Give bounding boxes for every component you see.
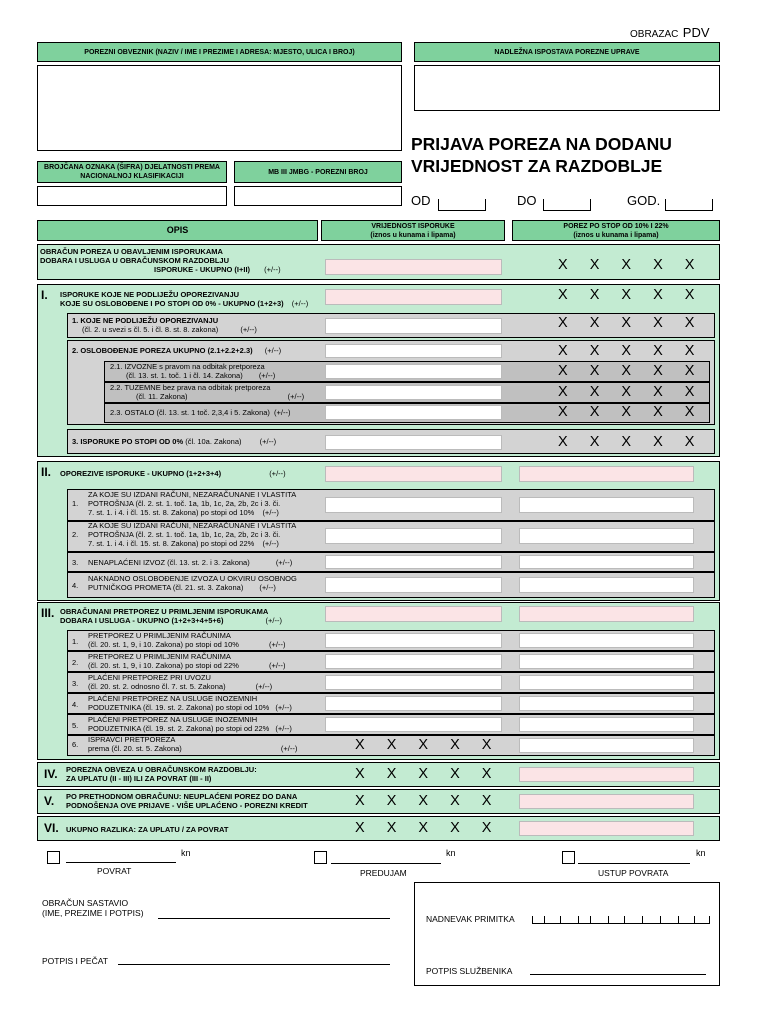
povrat-checkbox[interactable]	[47, 851, 60, 864]
row-2-2-label	[88, 521, 296, 548]
period-od-input[interactable]	[438, 199, 486, 211]
row-1-2-1-tax-xmark: X X X X X	[558, 363, 704, 379]
taxpayer-label: POREZNI OBVEZNIK (NAZIV / IME I PREZIME I ADRESA: MJESTO, ULICA I BROJ)	[37, 42, 402, 62]
row-2-2-tax-input[interactable]	[519, 528, 694, 544]
row-3-5-label	[88, 715, 292, 733]
row-3-6-l1: ISPRAVCI PRETPOREZA	[88, 735, 176, 744]
row-2-4-num: 4.	[72, 581, 79, 590]
row-1-1-value-input[interactable]	[325, 318, 502, 334]
main-total-value-input[interactable]	[325, 259, 502, 275]
section-4-l2: ZA UPLATU (II - III) ILI ZA POVRAT (III - II)	[66, 774, 212, 783]
row-3-2-tax-input[interactable]	[519, 654, 694, 669]
row-2-1-label	[88, 490, 296, 517]
row-3-5-l1: PLAĆENI PRETPOREZ NA USLUGE INOZEMNIH	[88, 715, 258, 724]
row-3-6-label	[88, 735, 297, 753]
row-1-2-1-pm: (+/--)	[258, 371, 276, 380]
row-3-4-tax-input[interactable]	[519, 696, 694, 711]
col-value	[321, 220, 505, 241]
col-value-sub: (iznos u kunama i lipama)	[370, 231, 456, 239]
row-3-4-l2: PODUZETNIKA (čl. 19. st. 2. Zakona) po stopi od 10%	[88, 703, 270, 712]
period-god-input[interactable]	[665, 199, 713, 211]
row-1-2-2-l1: 2.2. TUZEMNE bez prava na odbitak pretporeza	[110, 383, 271, 392]
row-2-3-label	[88, 558, 292, 567]
row-1-2-1-label	[110, 362, 275, 380]
row-3-5-tax-input[interactable]	[519, 717, 694, 732]
sastavio-l1: OBRAČUN SASTAVIO	[42, 898, 129, 908]
section-3-l2: DOBARA I USLUGA - UKUPNO (1+2+3+4+5+6)	[60, 616, 224, 625]
activity-code-input[interactable]	[37, 186, 227, 206]
row-1-2-2-tax-xmark: X X X X X	[558, 384, 704, 400]
row-3-2-l2: (čl. 20. st. 1, 9, i 10. Zakona) po stopi od 22%	[88, 661, 239, 670]
section-1-tax-xmark: X X X X X	[558, 287, 704, 303]
section-6-value-xmark: X X X X X	[355, 820, 501, 836]
row-1-2-2-label	[110, 383, 304, 401]
col-tax-sub: (iznos u kunama i lipama)	[573, 231, 659, 239]
predujam-amount-input[interactable]	[331, 851, 441, 864]
row-2-3-value-input[interactable]	[325, 555, 502, 569]
row-2-4-l2: PUTNIČKOG PROMETA (čl. 21. st. 3. Zakona)	[88, 583, 244, 592]
form-title-line1: PRIJAVA POREZA NA DODANU	[411, 134, 672, 154]
row-2-2-l1: ZA KOJE SU IZDANI RAČUNI, NEZARAČUNANE I VLASTITA	[88, 521, 297, 530]
row-3-4-label	[88, 694, 292, 712]
predujam-kn: kn	[446, 848, 456, 858]
section-3-l1: OBRAČUNANI PRETPOREZ U PRIMLJENIM ISPORUKAMA	[60, 607, 269, 616]
tax-office-label: NADLEŽNA ISPOSTAVA POREZNE UPRAVE	[414, 42, 720, 62]
row-3-5-num: 5.	[72, 721, 79, 730]
row-3-1-value-input[interactable]	[325, 633, 502, 648]
row-1-2-3-pm: (+/--)	[274, 408, 291, 417]
row-2-2-num: 2.	[72, 530, 79, 539]
section-2-value-input[interactable]	[325, 466, 502, 482]
row-3-5-value-input[interactable]	[325, 717, 502, 732]
row-3-3-l1: PLAĆENI PRETPOREZ PRI UVOZU	[88, 673, 211, 682]
period-do-label: DO	[517, 193, 537, 208]
row-2-1-value-input[interactable]	[325, 497, 502, 513]
form-code-value: PDV	[682, 25, 710, 40]
mb-input[interactable]	[234, 186, 402, 206]
section-5-l2: PODNOŠENJA OVE PRIJAVE - VIŠE UPLAĆENO - POREZNI KREDIT	[66, 801, 308, 810]
main-total-label	[40, 247, 320, 274]
row-3-6-pm: (+/--)	[280, 744, 298, 753]
row-1-2-label	[72, 346, 281, 355]
section-4-value-xmark: X X X X X	[355, 766, 501, 782]
predujam-checkbox[interactable]	[314, 851, 327, 864]
row-3-4-l1: PLAĆENI PRETPOREZ NA USLUGE INOZEMNIH	[88, 694, 258, 703]
row-3-3-tax-input[interactable]	[519, 675, 694, 690]
row-3-3-l2: (čl. 20. st. 2. odnosno čl. 7. st. 5. Zakona)	[88, 682, 226, 691]
section-3-value-input[interactable]	[325, 606, 502, 622]
potpis-sluzbenika-input[interactable]	[530, 963, 706, 975]
row-3-6-value-xmark: X X X X X	[355, 737, 501, 753]
section-5-label	[66, 792, 308, 810]
taxpayer-input[interactable]	[37, 65, 402, 151]
nadnevak-label: NADNEVAK PRIMITKA	[426, 914, 515, 924]
row-1-2-3-tax-xmark: X X X X X	[558, 404, 704, 420]
povrat-kn: kn	[181, 848, 191, 858]
row-2-3-tax-input[interactable]	[519, 555, 694, 569]
row-1-1-l2: (čl. 2. u svezi s čl. 5. i čl. 8. st. 8. zakona)	[82, 325, 219, 334]
ustup-checkbox[interactable]	[562, 851, 575, 864]
row-3-2-label	[88, 652, 285, 670]
section-4-tax-input[interactable]	[519, 767, 694, 782]
row-1-1-label	[72, 316, 257, 334]
section-5-number: V.	[44, 794, 55, 808]
main-l1: OBRAČUN POREZA U OBAVLJENIM ISPORUKAMA	[40, 247, 223, 256]
section-3-pm: (+/--)	[265, 616, 283, 625]
row-1-2-pm: (+/--)	[264, 346, 282, 355]
form-title	[411, 133, 731, 177]
row-3-4-value-input[interactable]	[325, 696, 502, 711]
row-3-5-pm: (+/--)	[275, 724, 292, 733]
row-1-3-l2: (čl. 10a. Zakona)	[185, 437, 242, 446]
row-2-4-pm: (+/--)	[259, 583, 276, 592]
row-1-1-l1: 1. KOJE NE PODLIJEŽU OPOREZIVANJU	[72, 316, 219, 325]
section-2-number: II.	[41, 465, 52, 479]
row-1-2-1-value-input[interactable]	[325, 364, 502, 379]
section-3-number: III.	[41, 606, 55, 620]
row-1-2-2-l2: (čl. 11. Zakona)	[136, 392, 188, 401]
row-1-2-2-pm: (+/--)	[287, 392, 305, 401]
form-code	[630, 24, 720, 40]
period-god-label: GOD.	[627, 193, 661, 208]
row-1-2-3-label	[110, 408, 291, 417]
section-3-tax-input[interactable]	[519, 606, 694, 622]
row-2-3-num: 3.	[72, 558, 79, 567]
section-1-l1: ISPORUKE KOJE NE PODLIJEŽU OPOREZIVANJU	[60, 290, 240, 299]
section-2-tax-input[interactable]	[519, 466, 694, 482]
row-3-6-tax-input[interactable]	[519, 738, 694, 753]
section-3-label	[60, 607, 282, 625]
period-od-label: OD	[411, 193, 431, 208]
ustup-label: USTUP POVRATA	[598, 868, 669, 878]
row-2-1-l3: 7. st. 1. i 4. i čl. 15. st. 8. Zakona) po stopi od 10%	[88, 508, 255, 517]
row-1-3-tax-xmark: X X X X X	[558, 434, 704, 450]
row-3-3-value-input[interactable]	[325, 675, 502, 690]
col-tax	[512, 220, 720, 241]
povrat-amount-input[interactable]	[66, 850, 176, 863]
section-1-number: I.	[41, 288, 48, 302]
mb-label: MB III JMBG - POREZNI BROJ	[234, 161, 402, 183]
section-1-value-input[interactable]	[325, 289, 502, 305]
row-3-1-pm: (+/--)	[269, 640, 286, 649]
row-1-2-3-value-input[interactable]	[325, 405, 502, 420]
sastavio-l2: (IME, PREZIME I POTPIS)	[42, 908, 144, 918]
row-2-4-l1: NAKNADNO OSLOBOĐENJE IZVOZA U OKVIRU OSOBNOG	[88, 574, 297, 583]
section-1-pm: (+/--)	[291, 299, 309, 308]
section-4-label	[66, 765, 257, 783]
row-2-4-label	[88, 574, 297, 592]
row-1-2-2-value-input[interactable]	[325, 385, 502, 400]
row-3-2-num: 2.	[72, 658, 79, 667]
row-1-2-l1: 2. OSLOBOĐENJE POREZA UKUPNO (2.1+2.2+2.3)	[72, 346, 253, 355]
row-3-1-l2: (čl. 20. st. 1, 9, i 10. Zakona) po stopi od 10%	[88, 640, 239, 649]
main-total-tax-xmark: X X X X X	[558, 257, 704, 273]
section-5-value-xmark: X X X X X	[355, 793, 501, 809]
row-1-3-l1: 3. ISPORUKE PO STOPI OD 0%	[72, 437, 184, 446]
activity-code-label: BROJČANA OZNAKA (ŠIFRA) DJELATNOSTI PREMA NACIONALNOJ KLASIFIKACIJI	[37, 161, 227, 183]
row-2-1-l1: ZA KOJE SU IZDANI RAČUNI, NEZARAČUNANE I VLASTITA	[88, 490, 297, 499]
row-1-3-label	[72, 437, 276, 446]
row-2-3-l1: NENAPLAĆENI IZVOZ (čl. 13. st. 2. i 3. Zakona)	[88, 558, 250, 567]
section-6-tax-input[interactable]	[519, 821, 694, 836]
row-3-2-value-input[interactable]	[325, 654, 502, 669]
row-1-1-tax-xmark: X X X X X	[558, 315, 704, 331]
row-3-1-label	[88, 631, 285, 649]
col-tax-title: POREZ PO STOP OD 10% I 22%	[563, 222, 669, 230]
row-2-1-tax-input[interactable]	[519, 497, 694, 513]
row-2-1-l2: POTROŠNJA (čl. 2. st. 1. toč. 1a, 1b, 1c, 2a, 2b, 2c i 3. či.	[88, 499, 281, 508]
row-2-4-tax-input[interactable]	[519, 577, 694, 593]
section-5-tax-input[interactable]	[519, 794, 694, 809]
row-1-2-3-l1: 2.3. OSTALO (čl. 13. st. 1 toč. 2,3,4 i 5. Zakona)	[110, 408, 270, 417]
row-2-2-pm: (+/--)	[262, 539, 279, 548]
section-6-label: UKUPNO RAZLIKA: ZA UPLATU / ZA POVRAT	[66, 825, 229, 834]
predujam-label: PREDUJAM	[360, 868, 407, 878]
row-2-2-value-input[interactable]	[325, 528, 502, 544]
row-2-4-value-input[interactable]	[325, 577, 502, 593]
section-2-pm: (+/--)	[269, 469, 286, 478]
section-5-l1: PO PRETHODNOM OBRAČUNU: NEUPLAĆENI POREZ DO DANA	[66, 792, 298, 801]
row-1-2-tax-xmark: X X X X X	[558, 343, 704, 359]
row-1-2-value-input[interactable]	[325, 344, 502, 358]
row-3-3-num: 3.	[72, 679, 79, 688]
povrat-label: POVRAT	[97, 866, 132, 876]
section-4-l1: POREZNA OBVEZA U OBRAČUNSKOM RAZDOBLJU:	[66, 765, 257, 774]
tax-office-input[interactable]	[414, 65, 720, 111]
ustup-amount-input[interactable]	[578, 851, 690, 864]
main-l2: DOBARA I USLUGA U OBRAČUNSKOM RAZDOBLJU	[40, 256, 230, 265]
row-3-2-l1: PRETPOREZ U PRIMLJENIM RAČUNIMA	[88, 652, 231, 661]
section-1-label	[60, 290, 308, 308]
row-3-5-l2: PODUZETNIKA (čl. 19. st. 2. Zakona) po stopi od 22%	[88, 724, 270, 733]
row-3-4-pm: (+/--)	[275, 703, 292, 712]
row-3-1-num: 1.	[72, 637, 79, 646]
section-6-number: VI.	[44, 821, 59, 835]
row-3-3-label	[88, 673, 272, 691]
section-4-number: IV.	[44, 767, 58, 781]
row-3-4-num: 4.	[72, 700, 79, 709]
row-2-3-pm: (+/--)	[275, 558, 293, 567]
form-title-line2: VRIJEDNOST ZA RAZDOBLJE	[411, 156, 663, 176]
row-3-2-pm: (+/--)	[269, 661, 286, 670]
row-1-3-pm: (+/--)	[259, 437, 277, 446]
row-3-6-l2: prema (čl. 20. st. 5. Zakona)	[88, 744, 182, 753]
row-3-3-pm: (+/--)	[255, 682, 273, 691]
potpis-pecat-input[interactable]	[118, 952, 390, 965]
potpis-pecat-label: POTPIS I PEČAT	[42, 956, 108, 966]
ustup-kn: kn	[696, 848, 706, 858]
row-1-2-1-l1: 2.1. IZVOZNE s pravom na odbitak pretporeza	[110, 362, 265, 371]
potpis-sluzbenika-label: POTPIS SLUŽBENIKA	[426, 966, 513, 976]
section-2-label	[60, 469, 286, 478]
form-code-label: OBRAZAC	[630, 29, 679, 40]
row-1-2-1-l2: (čl. 13. st. 1. toč. 1 i čl. 14. Zakona)	[126, 371, 243, 380]
period-do-input[interactable]	[543, 199, 591, 211]
row-3-1-tax-input[interactable]	[519, 633, 694, 648]
section-1-l2: KOJE SU OSLOBOĐENE I PO STOPI OD 0% - UKUPNO (1+2+3)	[60, 299, 284, 308]
row-2-2-l2: POTROŠNJA (čl. 2. st. 1. toč. 1a, 1b, 1c, 2a, 2b, 2c i 3. či.	[88, 530, 281, 539]
row-3-1-l1: PRETPOREZ U PRIMLJENIM RAČUNIMA	[88, 631, 231, 640]
row-1-3-value-input[interactable]	[325, 435, 502, 450]
col-opis: OPIS	[37, 220, 318, 241]
sastavio-label	[42, 898, 144, 918]
row-2-1-num: 1.	[72, 499, 79, 508]
main-l3: ISPORUKE - UKUPNO (I+II)	[154, 265, 251, 274]
row-2-1-pm: (+/--)	[262, 508, 279, 517]
sastavio-input[interactable]	[158, 906, 390, 919]
row-1-1-pm: (+/--)	[240, 325, 257, 334]
section-2-title: OPOREZIVE ISPORUKE - UKUPNO (1+2+3+4)	[60, 469, 222, 478]
nadnevak-input[interactable]	[532, 914, 710, 924]
row-3-6-num: 6.	[72, 740, 79, 749]
main-pm: (+/--)	[264, 265, 281, 274]
row-2-2-l3: 7. st. 1. i 4. i čl. 15. st. 8. Zakona) po stopi od 22%	[88, 539, 255, 548]
col-value-title: VRIJEDNOST ISPORUKE	[371, 222, 455, 230]
